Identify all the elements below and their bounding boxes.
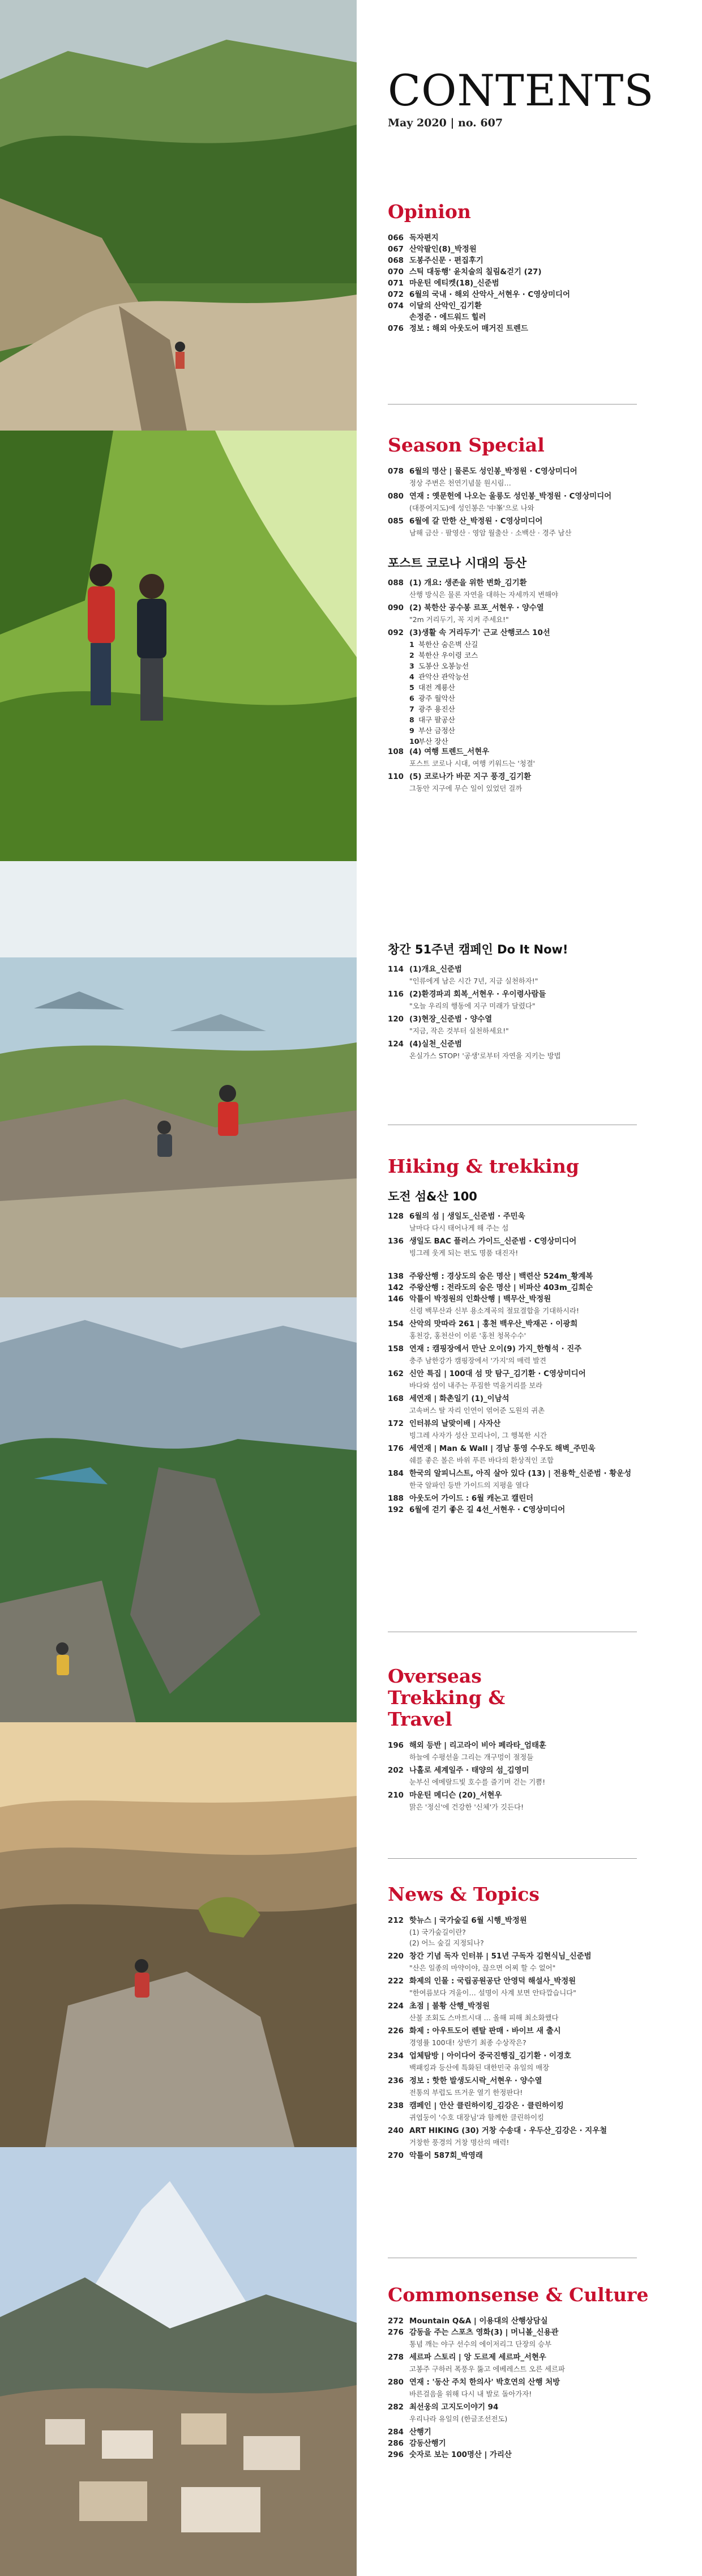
toc-entry[interactable] (388, 747, 682, 758)
entry-title: 신안 특집 | 100대 섬 맛 탐구_김기환 · C영상미디어 (409, 1370, 586, 1378)
entry-description: 빙그레 사자가 성산 꼬리나이, 그 행복한 시간 (409, 1431, 547, 1440)
toc-entry[interactable] (388, 233, 682, 244)
divider (388, 1858, 637, 1859)
entry-title: 마운틴 메디슨 (20)_서현우 (409, 1791, 502, 1800)
section-title: Commonsense & Culture (388, 2284, 649, 2306)
photo-sunset-rocks (0, 1722, 357, 2147)
entry-title: 독자편지 (409, 234, 439, 242)
entry-description: 충주 남한강가 캠핑장에서 '가지'의 매력 발견 (409, 1356, 546, 1365)
toc-entry[interactable] (388, 1765, 682, 1777)
entry-title: 정보 : 해외 아웃도어 매거진 트렌드 (409, 325, 528, 333)
page-number: 238 (388, 2102, 404, 2110)
entry-description: 홍천강, 홍천산이 이룬 '홍천 청목수수' (409, 1331, 526, 1340)
page-number: 192 (388, 1506, 404, 1514)
page-number: 224 (388, 2002, 404, 2011)
entry-title: 한국의 알피니스트, 아직 살아 있다 (13) | 전용학_신준범 · 황운성 (409, 1470, 632, 1478)
entry-title: 6월의 국내 · 해외 산악사_서현우 · C영상미디어 (409, 291, 570, 299)
course-item: 9 부산 금정산 (409, 726, 455, 735)
toc-entry[interactable] (388, 1915, 682, 1927)
toc-entry[interactable] (388, 1039, 682, 1050)
entry-title: 나홀로 세계일주 · 태양의 섬_김영미 (409, 1766, 529, 1775)
entry-description: 백패킹과 등산에 특화된 대한민국 유일의 매장 (409, 2063, 550, 2072)
page-number: 202 (388, 1766, 404, 1775)
entry-title: (3)현장_신준범 · 양수열 (409, 1015, 493, 1024)
toc-entry[interactable] (388, 1790, 682, 1802)
toc-entry[interactable] (388, 1211, 682, 1223)
entry-description: 쉐를 좋은 볼은 바위 푸른 바다의 환상적인 조합 (409, 1456, 554, 1464)
entry-title: 숫자로 보는 100명산 | 가리산 (409, 2451, 512, 2459)
entry-title: (3)생활 속 거리두기' 근교 산행코스 10선 (409, 629, 550, 637)
toc-entry[interactable] (388, 289, 682, 301)
entry-description: 바다와 섬이 내주는 푸짐한 먹을거리를 보라 (409, 1381, 543, 1390)
page-number: 158 (388, 1345, 404, 1353)
section-hiking (388, 1156, 682, 1516)
page-number: 114 (388, 965, 404, 974)
toc-entry[interactable] (388, 2101, 682, 2112)
entry-title: 감동산행기 (409, 2439, 446, 2448)
toc-entry[interactable] (388, 1369, 682, 1380)
page-number: 142 (388, 1284, 404, 1292)
toc-entry[interactable] (388, 603, 682, 614)
entry-description: 경영률 100대! 상반기 최종 수상작은? (409, 2038, 526, 2047)
entry-title: 주왕산행 : 전라도의 숨은 명산 | 비파산 403m_김희순 (409, 1284, 593, 1292)
entry-title: 6월의 섬 | 생일도_신준범 · 주민욱 (409, 1212, 525, 1221)
toc-entry[interactable] (388, 2352, 682, 2364)
page-number: 076 (388, 325, 404, 333)
entry-title: 도봉주신문 · 편집후기 (409, 257, 483, 265)
entry-description: 산행 방식은 물론 자연을 대하는 자세까지 변해야 (409, 590, 559, 599)
entry-title: 스틱 대동행' 윤치술의 칠림&걷기 (27) (409, 268, 542, 276)
entry-title: (1)개요_신준범 (409, 965, 462, 974)
page-number: 236 (388, 2077, 404, 2085)
entry-title: 악틀이 587회_박영래 (409, 2152, 483, 2160)
page-number: 210 (388, 1791, 404, 1800)
course-item: 4 관악산 관악능선 (409, 672, 469, 681)
page-number: 276 (388, 2328, 404, 2337)
entry-title: 초점 | 불황 산행_박정원 (409, 2002, 490, 2011)
entry-title: ART HIKING (30) 거창 수송대 · 우두산_김강은 · 지우철 (409, 2127, 607, 2135)
entry-title: 손정준 · 에드워드 힐러 (409, 313, 486, 322)
entry-description: 거창한 풍경의 거창 명산의 매력! (409, 2138, 510, 2147)
page-number: 278 (388, 2353, 404, 2362)
entry-description: 그동안 지구에 무슨 일이 있었던 걸까 (409, 784, 523, 793)
page-number: 124 (388, 1040, 404, 1049)
toc-entry[interactable] (388, 1493, 682, 1505)
toc-entry[interactable] (388, 301, 682, 312)
section-campaign (388, 940, 682, 1064)
toc-entry[interactable] (388, 2316, 682, 2327)
entry-description: 온실가스 STOP! '공생'로부터 자연을 지키는 방법 (409, 1051, 561, 1060)
entry-title: 해외 등반 | 리고라이 비아 페라타_엄태훈 (409, 1742, 546, 1750)
photo-rocky-peaks (0, 1297, 357, 1722)
toc-entry[interactable] (388, 1505, 682, 1516)
toc-entry[interactable] (388, 466, 682, 478)
entry-description: (2) 어느 숲길 지정되나? (409, 1939, 484, 1947)
toc-entry[interactable] (388, 1319, 682, 1330)
toc-entry[interactable] (388, 1419, 682, 1430)
page-number: 184 (388, 1470, 404, 1478)
entry-title: 캠페인 | 안산 클린하이킹_김강은 · 클린하이킹 (409, 2102, 564, 2110)
page-number: 071 (388, 279, 404, 288)
page-number: 234 (388, 2052, 404, 2060)
entry-title: 화제 : 아우트도어 렌탈 판매 · 바이브 새 출시 (409, 2027, 561, 2036)
section-title: Overseas Trekking & Travel (388, 1665, 506, 1730)
entry-description: 신령 백무산과 신부 용소계곡의 절묘결합을 기대하시라! (409, 1306, 579, 1315)
toc-entry[interactable] (388, 2427, 682, 2438)
page-number: 120 (388, 1015, 404, 1024)
toc-entry[interactable] (388, 2377, 682, 2388)
entry-description: 우리나라 유일의 (한글조선전도) (409, 2415, 508, 2423)
entry-description: "2m 거리두기, 꼭 지켜 주세요!" (409, 615, 509, 624)
entry-title: 화제의 인물 : 국립공원공단 안영덕 해설사_박정원 (409, 1977, 576, 1986)
page-number: 138 (388, 1272, 404, 1281)
toc-entry[interactable] (388, 244, 682, 256)
page-number: 282 (388, 2403, 404, 2412)
entry-title: 생일도 BAC 플러스 가이드_신준범 · C영상미디어 (409, 1237, 577, 1246)
toc-entry[interactable] (388, 2076, 682, 2087)
page-number: 116 (388, 990, 404, 999)
page-number: 284 (388, 2428, 404, 2437)
entry-description: 남해 금산 · 팔영산 · 영암 월출산 · 소백산 · 경주 남산 (409, 529, 572, 537)
entry-title: 창간 기념 독자 인터뷰 | 51년 구독자 김현식님_신준범 (409, 1952, 592, 1961)
toc-entry[interactable] (388, 772, 682, 783)
page-number: 272 (388, 2317, 404, 2326)
entry-title: (5) 코로나가 바꾼 지구 풍경_김기환 (409, 773, 532, 781)
subheading: 도전 섬&산 100 (388, 1190, 477, 1203)
section-overseas (388, 1666, 682, 1815)
toc-entry[interactable] (388, 2126, 682, 2137)
entry-title: 6월에 걷기 좋은 길 4선_서현우 · C영상미디어 (409, 1506, 566, 1514)
toc-entry[interactable] (388, 1236, 682, 1247)
entry-description: 귀엽둥이 '수호 대장님'과 함께한 클린하이킹 (409, 2113, 545, 2122)
entry-title: 아웃도어 가이드 : 6월 캐논고 캘린더 (409, 1494, 534, 1503)
entry-description: 통념 깨는 야구 선수의 에이저리그 단장의 승부 (409, 2340, 552, 2348)
entry-title: 핫뉴스 | 국가숲길 6월 시행_박정원 (409, 1917, 527, 1925)
entry-title: 연재 : '동산 주치 한의사' 박호연의 산행 처방 (409, 2378, 560, 2387)
page-number: 146 (388, 1295, 404, 1304)
course-item: 5 대전 계룡산 (409, 683, 455, 692)
toc-entry[interactable] (388, 2438, 682, 2450)
toc-entry[interactable] (388, 516, 682, 527)
page-number: 172 (388, 1420, 404, 1428)
entry-title: 6월의 명산 | 물론도 성인봉_박정원 · C영상미디어 (409, 467, 577, 476)
page-number: 128 (388, 1212, 404, 1221)
toc-entry[interactable] (388, 1344, 682, 1355)
course-item: 8 대구 팔공산 (409, 716, 455, 724)
page-number: 296 (388, 2451, 404, 2459)
entry-title: 산악의 맛따라 261 | 홍천 백우산_박재곤 · 이광희 (409, 1320, 578, 1329)
section-season-special (388, 435, 682, 797)
entry-title: 인터뷰의 날맞이배 | 사자산 (409, 1420, 501, 1428)
entry-title: 세연재 | Man & Wall | 경남 통영 수우도 해벽_주민욱 (409, 1445, 596, 1453)
toc-entry[interactable] (388, 1394, 682, 1405)
entry-title: Mountain Q&A | 이용대의 산행상담실 (409, 2317, 548, 2326)
entry-title: (4)실천_신준범 (409, 1040, 462, 1049)
section-title: Hiking & trekking (388, 1155, 579, 1177)
page-number: 078 (388, 467, 404, 476)
photo-himalaya-village (0, 2147, 357, 2576)
toc-entry[interactable] (388, 964, 682, 976)
toc-entry[interactable] (388, 323, 682, 335)
page-number: 088 (388, 579, 404, 587)
entry-title: 업체탐방 | 아이다어 중국진행집_김기환 · 이경호 (409, 2052, 571, 2060)
entry-title: 마운틴 에티켓(18)_신준범 (409, 279, 499, 288)
toc-entry[interactable] (388, 1740, 682, 1752)
page-number: 085 (388, 517, 404, 526)
page-number: 154 (388, 1320, 404, 1329)
page-number: 067 (388, 245, 404, 254)
toc-entry[interactable] (388, 1283, 682, 1294)
entry-title: 연재 : 옛문헌에 나오는 울릉도 성인봉_박정원 · C영상미디어 (409, 492, 612, 501)
entry-description: "인류에게 남은 시간 7년, 지금 실천하자!" (409, 977, 538, 985)
entry-description: "한여름보다 겨울이… 설명이 사계 보면 안타깝습니다" (409, 1989, 576, 1997)
page-number: 072 (388, 291, 404, 299)
page-number: 136 (388, 1237, 404, 1246)
page-number: 270 (388, 2152, 404, 2160)
course-item: 10부산 장산 (409, 737, 448, 746)
page-number: 070 (388, 268, 404, 276)
page-number: 226 (388, 2027, 404, 2036)
section-title: News & Topics (388, 1883, 540, 1905)
page-number: 066 (388, 234, 404, 242)
toc-entry[interactable] (388, 1468, 682, 1480)
entry-title: 주왕산행 : 경상도의 숨은 명산 | 백련산 524m_황계복 (409, 1272, 593, 1281)
entry-title: 최선웅의 고지도이야기 94 (409, 2403, 499, 2412)
page-number: 240 (388, 2127, 404, 2135)
entry-description: 정상 주변은 천연기념물 원시림… (409, 479, 511, 487)
toc-entry[interactable] (388, 2001, 682, 2012)
entry-title: 악틀이 박정원의 인화산행 | 백무산_박정원 (409, 1295, 551, 1304)
entry-title: 산행기 (409, 2428, 431, 2437)
course-item: 1 북한산 숨은벽 산길 (409, 640, 478, 649)
toc-entry[interactable] (388, 1014, 682, 1025)
entry-description: 고봉주 구하러 폭풍우 뚫고 에베레스트 오른 세르파 (409, 2365, 565, 2373)
page-number: 168 (388, 1395, 404, 1403)
entry-description: 고속버스 탈 자리 인연이 엮어준 도원의 귀촌 (409, 1406, 545, 1415)
entry-description: 날마다 다시 태어나게 해 주는 섬 (409, 1224, 509, 1232)
page-number: 080 (388, 492, 404, 501)
entry-description: 눈부신 에메랄드빛 호수를 즐기며 걷는 기쁨! (409, 1778, 546, 1786)
section-news (388, 1884, 682, 2162)
section-culture (388, 2284, 682, 2461)
entry-description: 산불 조회도 스마트시대 … 올해 피해 최소화했다 (409, 2013, 559, 2022)
page-number: 286 (388, 2439, 404, 2448)
toc-entry[interactable] (388, 2327, 682, 2339)
page-number: 196 (388, 1742, 404, 1750)
photo-coastal-ridge (0, 861, 357, 1297)
entry-description: 빙그레 웃게 되는 편도 명품 대진자! (409, 1249, 519, 1257)
page-number: 110 (388, 773, 404, 781)
toc-entry[interactable] (388, 1444, 682, 1455)
page-number: 108 (388, 748, 404, 756)
photo-hikers-trail (0, 431, 357, 861)
page-number (388, 312, 409, 323)
entry-title: (4) 여행 트렌드_서현우 (409, 748, 490, 756)
toc-entry[interactable] (388, 2151, 682, 2162)
toc-entry[interactable] (388, 578, 682, 589)
entry-title: (2) 북한산 공수봉 르포_서현우 · 양수열 (409, 604, 544, 612)
photo-mountain-stairs (0, 0, 357, 431)
entry-title: (1) 개요: 생존을 위한 변화_김기환 (409, 579, 527, 587)
entry-title: (2)환경파괴 회복_서현우 · 우이령사람들 (409, 990, 546, 999)
entry-title: 이달의 산악인_김기환 (409, 302, 482, 310)
toc-entry[interactable] (388, 267, 682, 278)
page-number: 188 (388, 1494, 404, 1503)
course-item: 3 도봉산 오봉능선 (409, 662, 469, 670)
entry-description: "지금, 작은 것부터 실천하세요!" (409, 1027, 509, 1035)
page-number: 074 (388, 302, 404, 310)
entry-title: 감동을 주는 스포츠 영화(3) | 머니볼_신용관 (409, 2328, 559, 2337)
page-number: 090 (388, 604, 404, 612)
entry-description: "오늘 우리의 행동에 지구 미래가 달렸다" (409, 1002, 536, 1010)
toc-entry[interactable] (388, 2026, 682, 2037)
page-number: 092 (388, 629, 404, 637)
page-number: 212 (388, 1917, 404, 1925)
toc-entry[interactable] (388, 2402, 682, 2413)
course-item: 6 광주 월악산 (409, 694, 455, 702)
section-title: Opinion (388, 201, 471, 223)
campaign-title: 창간 51주년 캠페인 Do It Now! (388, 943, 568, 956)
issue-line: May 2020 | no. 607 (388, 117, 503, 129)
toc-entry[interactable] (388, 256, 682, 267)
toc-entry[interactable] (388, 1976, 682, 1987)
entry-description: (대풍여지도)에 성인봉은 '中峯'으로 나와 (409, 504, 534, 512)
divider (388, 404, 637, 405)
section-title: Season Special (388, 434, 545, 456)
toc-entry[interactable] (388, 1294, 682, 1305)
page-number: 220 (388, 1952, 404, 1961)
page-number: 176 (388, 1445, 404, 1453)
entry-title: 세연재 | 화촌일기 (1)_이남석 (409, 1395, 510, 1403)
toc-entry[interactable] (388, 1951, 682, 1962)
toc-entry[interactable] (388, 628, 682, 639)
entry-title: 세르파 스토리 | 앙 도르제 세르파_서현우 (409, 2353, 546, 2362)
toc-entry[interactable] (388, 491, 682, 503)
entry-description: (1) 국가숲길이란? (409, 1928, 466, 1936)
entry-title: 6월에 갈 만한 산_박정원 · C영상미디어 (409, 517, 543, 526)
course-item: 7 광주 용진산 (409, 705, 455, 713)
toc-entry[interactable] (388, 1271, 682, 1283)
contents-title: CONTENTS (388, 65, 654, 116)
entry-description: "산은 일종의 마약이야, 끊으면 어찌 할 수 없어" (409, 1964, 556, 1972)
page-number: 280 (388, 2378, 404, 2387)
page-number: 162 (388, 1370, 404, 1378)
entry-description: 전통의 부럽도 뜨거운 열기 한정판다! (409, 2088, 523, 2097)
toc-entry[interactable] (388, 989, 682, 1000)
entry-description: 한국 알파인 등반 가이드의 지평을 열다 (409, 1481, 529, 1489)
entry-description: 맑은 '정신'에 건강한 '신체'가 깃든다! (409, 1803, 524, 1811)
section-opinion (388, 201, 682, 335)
course-item: 2 북한산 우이령 코스 (409, 651, 478, 659)
entry-description: 바른걸음을 위해 다시 내 발로 돌아가자! (409, 2390, 532, 2398)
toc-entry[interactable] (388, 312, 682, 323)
page-number: 068 (388, 257, 404, 265)
entry-description: 포스트 코로나 시대, 여행 키워드는 '청결' (409, 759, 535, 768)
subheading: 포스트 코로나 시대의 등산 (388, 556, 527, 570)
toc-entry[interactable] (388, 2051, 682, 2062)
entry-title: 연재 : 캠핑장에서 만난 오이(9) 가지_한형석 · 진주 (409, 1345, 582, 1353)
toc-entry[interactable] (388, 2450, 682, 2461)
toc-entry[interactable] (388, 278, 682, 289)
entry-title: 정보 : 핫한 발생도시락_서현우 · 양수열 (409, 2077, 542, 2085)
contents-header (388, 67, 682, 129)
entry-description: 하늘에 수평선을 그리는 개구멍이 절정들 (409, 1753, 534, 1761)
entry-title: 산악팔인(8)_박정원 (409, 245, 477, 254)
page-number: 222 (388, 1977, 404, 1986)
